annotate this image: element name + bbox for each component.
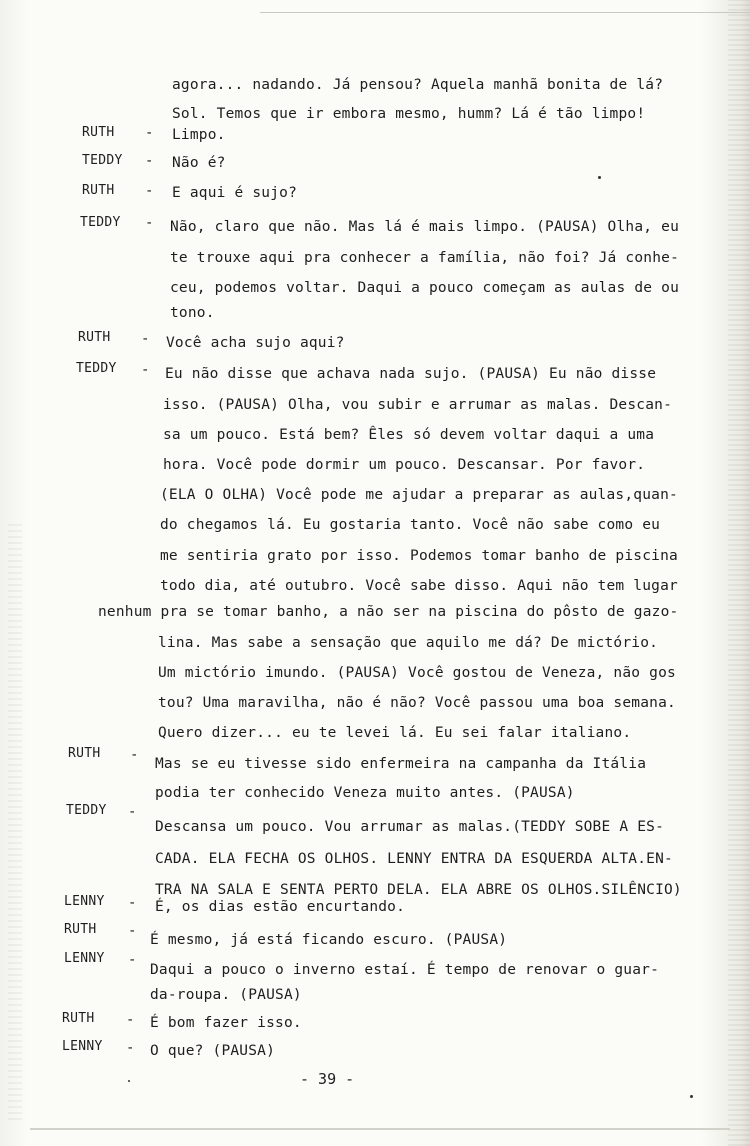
scan-noise-left	[8, 520, 22, 1120]
text-line: É, os dias estão encurtando.	[155, 899, 406, 915]
speaker-name: RUTH	[68, 746, 101, 761]
speaker-name: LENNY	[64, 894, 105, 909]
text-line: agora... nadando. Já pensou? Aquela manhã bonita de lá?	[172, 77, 664, 93]
speaker-name: RUTH	[78, 330, 111, 345]
text-line: podia ter conhecido Veneza muito antes. (PAUSA)	[155, 785, 575, 801]
text-line: CADA. ELA FECHA OS OLHOS. LENNY ENTRA DA ESQUERDA ALTA.EN-	[155, 851, 673, 867]
dialogue-dash: -	[128, 804, 137, 820]
page-number: - 39 -	[300, 1070, 355, 1088]
text-line: tou? Uma maravilha, não é não? Você passou uma boa semana.	[158, 695, 676, 711]
dialogue-dash: -	[128, 923, 137, 939]
speaker-name: TEDDY	[80, 215, 121, 230]
ink-speck	[598, 176, 601, 179]
text-line: Um mictório imundo. (PAUSA) Você gostou de Veneza, não gos	[158, 665, 676, 681]
text-line: É mesmo, já está ficando escuro. (PAUSA)	[150, 932, 508, 948]
text-line: sa um pouco. Está bem? Êles só devem voltar daqui a uma	[163, 427, 655, 443]
speaker-name: RUTH	[62, 1011, 95, 1026]
text-line: todo dia, até outubro. Você sabe disso. Aqui não tem lugar	[160, 578, 678, 594]
dialogue-dash: -	[145, 183, 154, 199]
text-line: Quero dizer... eu te levei lá. Eu sei falar italiano.	[158, 725, 632, 741]
text-line: tono.	[170, 305, 215, 321]
text-line: Eu não disse que achava nada sujo. (PAUSA) Eu não disse	[165, 366, 657, 382]
dialogue-dash: -	[145, 215, 154, 231]
dialogue-dash: -	[145, 153, 154, 169]
text-line: TRA NA SALA E SENTA PERTO DELA. ELA ABRE OS OLHOS.SILÊNCIO)	[155, 882, 682, 898]
text-line: ceu, podemos voltar. Daqui a pouco começam as aulas de ou	[170, 280, 679, 296]
text-line: Não é?	[172, 155, 226, 171]
ink-speck	[690, 1095, 693, 1098]
page-edge-top	[260, 12, 750, 13]
text-line: E aqui é sujo?	[172, 185, 298, 201]
text-line: hora. Você pode dormir um pouco. Descansar. Por favor.	[163, 457, 646, 473]
dialogue-dash: -	[126, 1012, 135, 1028]
speaker-name: TEDDY	[76, 361, 117, 376]
dialogue-dash: -	[141, 331, 150, 347]
text-line: Você acha sujo aqui?	[166, 335, 345, 351]
speaker-name: TEDDY	[82, 153, 123, 168]
text-line: Limpo.	[172, 127, 226, 143]
speaker-name: LENNY	[62, 1039, 103, 1054]
text-line: (ELA O OLHA) Você pode me ajudar a preparar as aulas,quan-	[160, 487, 678, 503]
text-line: Não, claro que não. Mas lá é mais limpo. (PAUSA) Olha, eu	[170, 219, 679, 235]
text-line: lina. Mas sabe a sensação que aquilo me dá? De mictório.	[158, 635, 659, 651]
speaker-name: TEDDY	[66, 803, 107, 818]
text-line: É bom fazer isso.	[150, 1015, 302, 1031]
dialogue-dash: -	[145, 125, 154, 141]
text-line: Descansa um pouco. Vou arrumar as malas.(TEDDY SOBE A ES-	[155, 819, 664, 835]
dialogue-dash: -	[141, 362, 150, 378]
dialogue-dash: -	[128, 952, 137, 968]
text-line: te trouxe aqui pra conhecer a família, não foi? Já conhe-	[170, 250, 679, 266]
scan-noise-right	[728, 0, 750, 1146]
text-line: nenhum pra se tomar banho, a não ser na piscina do pôsto de gazo-	[98, 604, 679, 620]
page-edge-bottom	[30, 1128, 730, 1130]
dialogue-dash: -	[128, 895, 137, 911]
speaker-name: RUTH	[82, 125, 115, 140]
text-line: me sentiria grato por isso. Podemos tomar banho de piscina	[160, 548, 678, 564]
text-line: isso. (PAUSA) Olha, vou subir e arrumar as malas. Descan-	[163, 397, 672, 413]
text-line: da-roupa. (PAUSA)	[150, 987, 302, 1003]
text-line: Daqui a pouco o inverno estaí. É tempo de renovar o guar-	[150, 962, 659, 978]
ink-speck	[128, 1080, 130, 1082]
dialogue-dash: -	[130, 747, 139, 763]
speaker-name: RUTH	[64, 922, 97, 937]
text-line: Sol. Temos que ir embora mesmo, humm? Lá é tão limpo!	[172, 106, 646, 122]
dialogue-dash: -	[126, 1040, 135, 1056]
text-line: do chegamos lá. Eu gostaria tanto. Você não sabe como eu	[160, 517, 661, 533]
text-line: O que? (PAUSA)	[150, 1043, 276, 1059]
speaker-name: LENNY	[64, 951, 105, 966]
speaker-name: RUTH	[82, 183, 115, 198]
text-line: Mas se eu tivesse sido enfermeira na campanha da Itália	[155, 756, 647, 772]
